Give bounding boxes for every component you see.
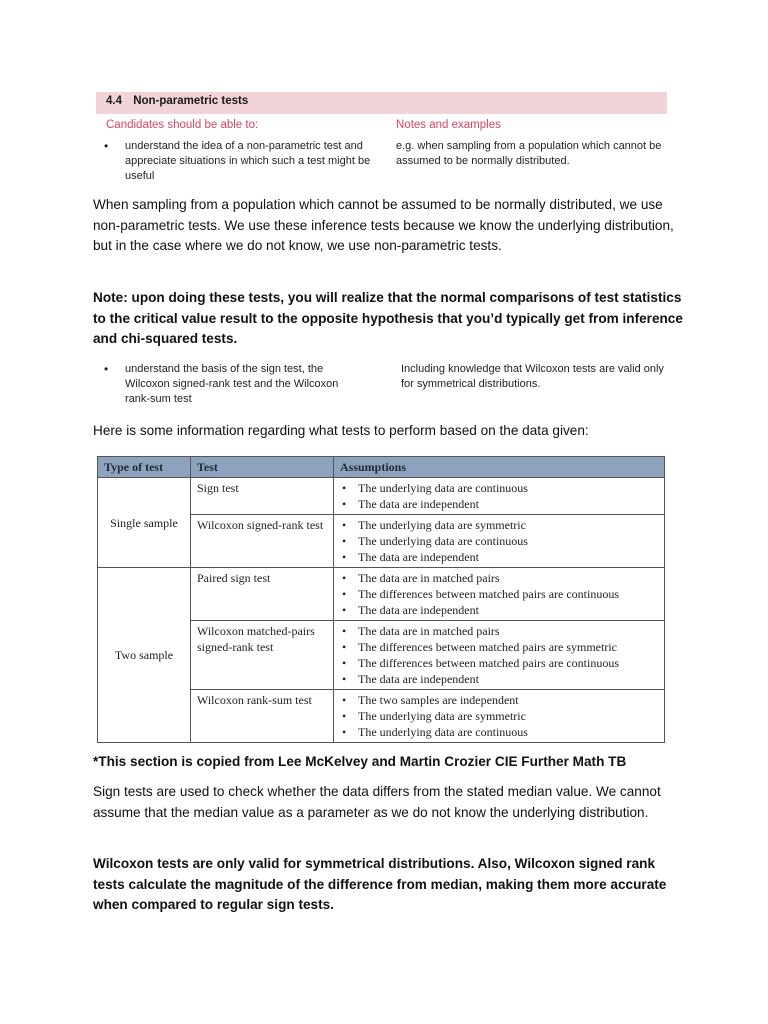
syllabus-note-text: e.g. when sampling from a population which cannot be assumed to be normally distributed. [396,140,662,167]
type-cell: Two sample [98,568,191,743]
section-title: Non-parametric tests [133,95,249,107]
assumptions-cell [334,690,665,743]
syllabus-objective-item [104,362,374,408]
candidates-column-title: Candidates should be able to: [106,119,259,131]
source-note: *This section is copied from Lee McKelvey and Martin Crozier CIE Further Math TB [93,754,627,769]
syllabus-note-text: Including knowledge that Wilcoxon tests are valid only for symmetrical distributions. [401,363,664,390]
syllabus-objective-text: understand the idea of a non-parametric test and appreciate situations in which such a test might be useful [125,140,371,182]
test-cell: Wilcoxon rank-sum test [191,690,334,743]
assumption-item: • The two samples are independent [340,692,658,708]
bullet-icon: • [104,139,109,153]
assumptions-table-wrapper [97,456,665,738]
assumption-item: • The data are independent [340,549,658,565]
assumptions-cell [334,621,665,690]
assumptions-cell [334,515,665,568]
header-assumptions: Assumptions [334,457,665,478]
notes-column-title: Notes and examples [396,119,501,131]
syllabus-objective-item [104,139,374,185]
sign-test-paragraph: Sign tests are used to check whether the data differs from the stated median value. We cannot assume that the median value as a parameter as we do not know the underlying distribution. [93,784,661,820]
type-cell: Single sample [98,478,191,568]
header-type-of-test: Type of test [98,457,191,478]
assumption-item: • The data are independent [340,602,658,618]
syllabus-note-item [401,362,666,394]
assumption-item: • The data are in matched pairs [340,623,658,639]
assumption-item: • The differences between matched pairs are symmetric [340,639,658,655]
syllabus-note-item [396,139,666,171]
assumption-item: • The underlying data are continuous [340,724,658,740]
syllabus-objective-text: understand the basis of the sign test, the Wilcoxon signed-rank test and the Wilcoxon rank-sum test [125,363,339,405]
syllabus-section-header [96,92,667,114]
table-row [98,478,665,515]
assumption-item: • The underlying data are continuous [340,480,658,496]
assumption-item: • The differences between matched pairs are continuous [340,655,658,671]
assumptions-table [97,456,665,743]
assumption-item: • The differences between matched pairs are continuous [340,586,658,602]
assumptions-cell [334,568,665,621]
table-row [98,568,665,621]
header-test: Test [191,457,334,478]
wilcoxon-paragraph: Wilcoxon tests are only valid for symmetrical distributions. Also, Wilcoxon signed rank tests calculate the magnitude of the difference from median, making them more accurate when compared to regular sign tests. [93,856,667,912]
section-number: 4.4 [106,95,122,107]
note-paragraph: Note: upon doing these tests, you will realize that the normal comparisons of test statistics to the critical value result to the opposite hypothesis that you’d typically get from inference and chi-squared tests. [93,290,683,346]
assumption-item: • The underlying data are symmetric [340,708,658,724]
assumption-item: • The data are independent [340,496,658,512]
test-cell: Sign test [191,478,334,515]
assumption-item: • The underlying data are continuous [340,533,658,549]
assumption-item: • The data are in matched pairs [340,570,658,586]
assumptions-cell [334,478,665,515]
info-paragraph: Here is some information regarding what tests to perform based on the data given: [93,423,589,438]
assumption-item: • The data are independent [340,671,658,687]
test-cell: Wilcoxon matched-pairs signed-rank test [191,621,334,690]
table-header-row [98,457,665,478]
test-cell: Paired sign test [191,568,334,621]
test-cell: Wilcoxon signed-rank test [191,515,334,568]
assumption-item: • The underlying data are symmetric [340,517,658,533]
intro-paragraph: When sampling from a population which cannot be assumed to be normally distributed, we use non-parametric tests. We use these inference tests because we know the underlying distribution, but in the case where we do not know, we use non-parametric tests. [93,197,674,253]
bullet-icon: • [104,362,109,376]
